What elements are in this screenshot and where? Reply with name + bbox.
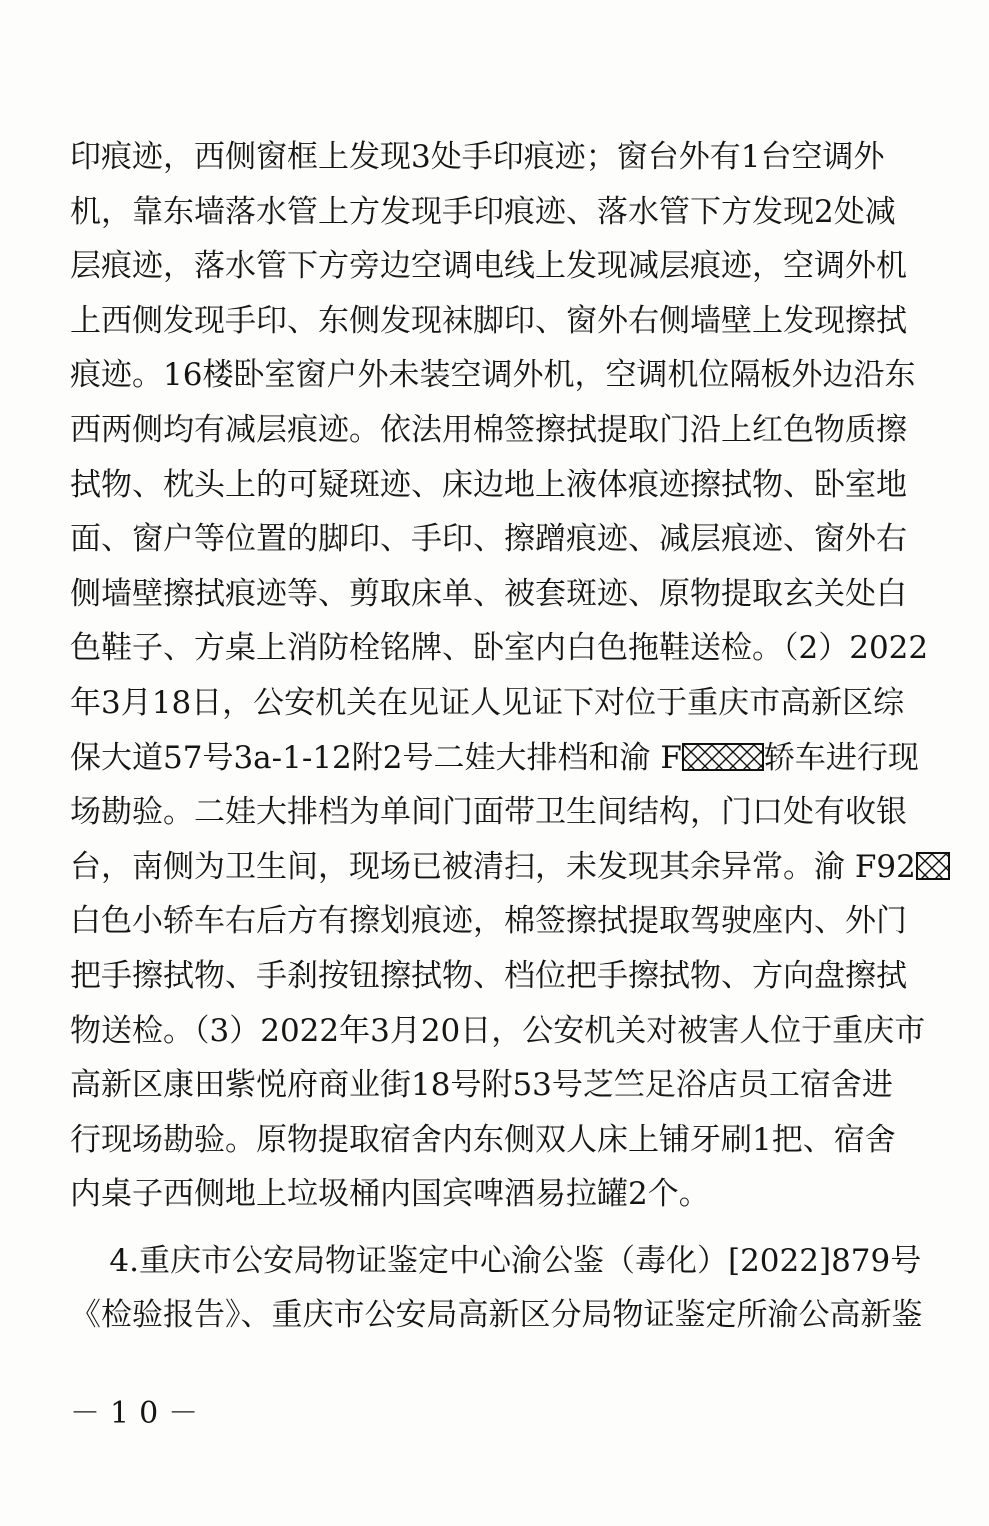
- text-segment: 轿车进行现: [763, 739, 919, 776]
- text-line: 物送检。（3）2022年3月20日，公安机关对被害人位于重庆市: [70, 1012, 926, 1049]
- text-line: 高新区康田紫悦府商业街18号附53号芝竺足浴店员工宿舍进: [70, 1067, 893, 1104]
- text-line: 拭物、枕头上的可疑斑迹、床边地上液体痕迹擦拭物、卧室地: [70, 466, 907, 503]
- page-number: －10－: [70, 1396, 209, 1431]
- redaction-mark: [682, 743, 764, 771]
- text-line-with-redaction: [70, 731, 919, 786]
- text-line: 4.重庆市公安局物证鉴定中心渝公鉴（毒化）[2022]879号: [70, 1242, 922, 1279]
- text-line: 面、窗户等位置的脚印、手印、擦蹭痕迹、减层痕迹、窗外右: [70, 521, 907, 558]
- text-line: 年3月18日，公安机关在见证人见证下对位于重庆市高新区综: [70, 684, 905, 721]
- text-line: 内桌子西侧地上垃圾桶内国宾啤酒易拉罐2个。: [70, 1176, 710, 1213]
- text-line: 机，靠东墙落水管上方发现手印痕迹、落水管下方发现2处减: [70, 193, 896, 230]
- text-line: 场勘验。二娃大排档为单间门面带卫生间结构，门口处有收银: [70, 794, 907, 831]
- text-line: 上西侧发现手印、东侧发现袜脚印、窗外右侧墙壁上发现擦拭: [70, 302, 907, 339]
- text-line: 侧墙壁擦拭痕迹等、剪取床单、被套斑迹、原物提取玄关处白: [70, 575, 907, 612]
- text-segment: 保大道57号3a-1-12附2号二娃大排档和渝 F: [70, 739, 682, 776]
- redaction-mark: [916, 852, 950, 880]
- paragraph-gap: [70, 1222, 882, 1234]
- text-line-with-redaction: [70, 840, 916, 895]
- text-line: 行现场勘验。原物提取宿舍内东侧双人床上铺牙刷1把、宿舍: [70, 1121, 896, 1158]
- text-line: 把手擦拭物、手刹按钮擦拭物、档位把手擦拭物、方向盘擦拭: [70, 957, 907, 994]
- text-line: 印痕迹，西侧窗框上发现3处手印痕迹；窗台外有1台空调外: [70, 139, 885, 175]
- text-line: 痕迹。16楼卧室窗户外未装空调外机，空调机位隔板外边沿东: [70, 357, 916, 394]
- text-line: 层痕迹，落水管下方旁边空调电线上发现减层痕迹，空调外机: [70, 248, 907, 285]
- text-segment: 台，南侧为卫生间，现场已被清扫，未发现其余异常。渝 F92: [70, 848, 916, 885]
- document-body: [70, 130, 929, 1343]
- text-line: 色鞋子、方桌上消防栓铭牌、卧室内白色拖鞋送检。（2）2022: [70, 630, 929, 667]
- text-line: 西两侧均有减层痕迹。依法用棉签擦拭提取门沿上红色物质擦: [70, 411, 907, 448]
- text-line: 《检验报告》、重庆市公安局高新区分局物证鉴定所渝公高新鉴: [70, 1297, 923, 1334]
- text-line: 白色小轿车右后方有擦划痕迹，棉签擦拭提取驾驶座内、外门: [70, 903, 907, 940]
